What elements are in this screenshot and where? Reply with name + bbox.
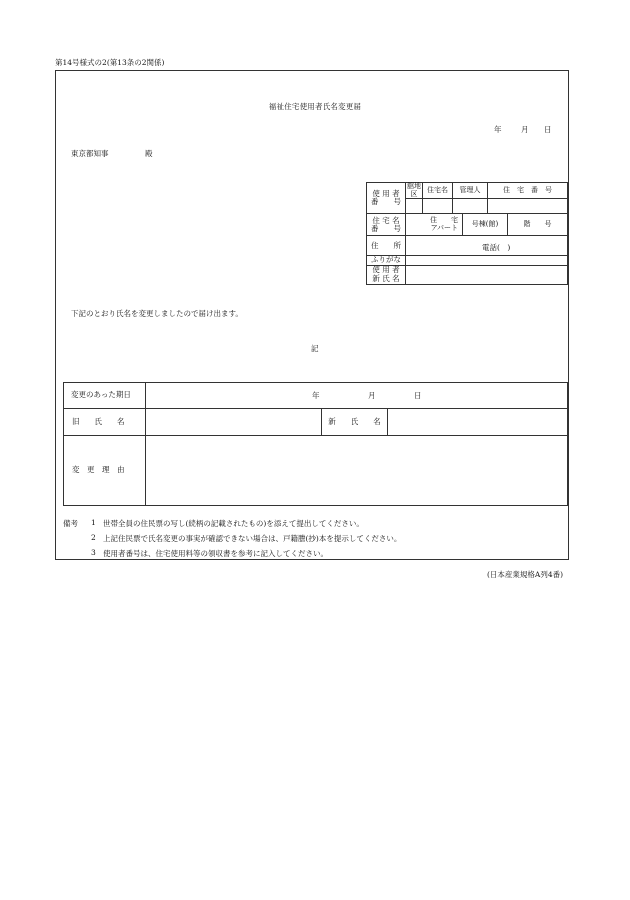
- furigana-label: ふりがな: [367, 256, 406, 265]
- col-manager: 管理人: [453, 183, 488, 199]
- old-name-field[interactable]: [146, 409, 322, 436]
- standard-note: (日本産業規格A列4番): [487, 570, 564, 579]
- date-year: 年: [494, 125, 502, 134]
- address-field[interactable]: [406, 236, 568, 256]
- reason-field[interactable]: [146, 436, 568, 506]
- housing-type: 住 宅 アパート: [406, 214, 463, 236]
- change-date-field[interactable]: [146, 383, 568, 409]
- note-2-text: 上記住民票で氏名変更の事実が確認できない場合は、戸籍謄(抄)本を提示してください。: [103, 534, 402, 543]
- form-number: 第14号様式の2(第13条の2関係): [55, 58, 165, 67]
- ki-mark: 記: [311, 344, 319, 353]
- district-input[interactable]: [406, 199, 423, 214]
- housing-label: 住 宅 名 番 号: [367, 214, 406, 236]
- user-number-label: 使 用 者 番 号: [367, 183, 406, 214]
- honorific: 殿: [145, 149, 153, 158]
- manager-input[interactable]: [453, 199, 488, 214]
- building-label: 号棟(館): [463, 214, 508, 236]
- new-name-field-lower[interactable]: [388, 409, 568, 436]
- date-day: 日: [544, 125, 552, 134]
- change-details-table: [63, 382, 568, 506]
- change-date-label: 変更のあった期日: [64, 383, 146, 409]
- col-district: 舘地区: [407, 182, 421, 198]
- note-1-num: 1: [91, 518, 96, 527]
- furigana-field[interactable]: [406, 256, 568, 265]
- form-title: 福祉住宅使用者氏名変更届: [268, 102, 362, 111]
- note-3-num: 3: [91, 548, 96, 557]
- note-3-text: 使用者番号は、住宅使用料等の領収書を参考に記入してください。: [103, 549, 328, 558]
- floor-label: 階 号: [508, 214, 568, 236]
- phone-label: 電話( ): [482, 243, 511, 253]
- new-name-field[interactable]: [406, 265, 568, 284]
- notes-label: 備考: [63, 519, 78, 528]
- new-name-label-lower: 新 氏 名: [322, 409, 388, 436]
- reason-label: 変 更 理 由: [64, 436, 146, 506]
- date-month: 月: [521, 125, 529, 134]
- address-label: 住 所: [367, 236, 406, 256]
- old-name-label: 旧 氏 名: [64, 409, 146, 436]
- addressee: 東京都知事: [71, 149, 109, 158]
- col-house-number: 住 宅 番 号: [488, 183, 568, 199]
- house-number-input[interactable]: [488, 199, 568, 214]
- note-1-text: 世帯全員の住民票の写し(続柄の記載されたもの)を添えて提出してください。: [103, 519, 364, 528]
- change-date-year: 年: [312, 391, 320, 400]
- change-date-day: 日: [414, 391, 422, 400]
- user-info-table: [366, 182, 568, 285]
- col-housing: 住宅名: [423, 183, 453, 199]
- housing-code-input[interactable]: [423, 199, 453, 214]
- statement-text: 下記のとおり氏名を変更しましたので届け出ます。: [71, 309, 243, 318]
- change-date-month: 月: [368, 391, 376, 400]
- new-name-label: 使 用 者 新 氏 名: [367, 265, 406, 284]
- note-2-num: 2: [91, 533, 96, 542]
